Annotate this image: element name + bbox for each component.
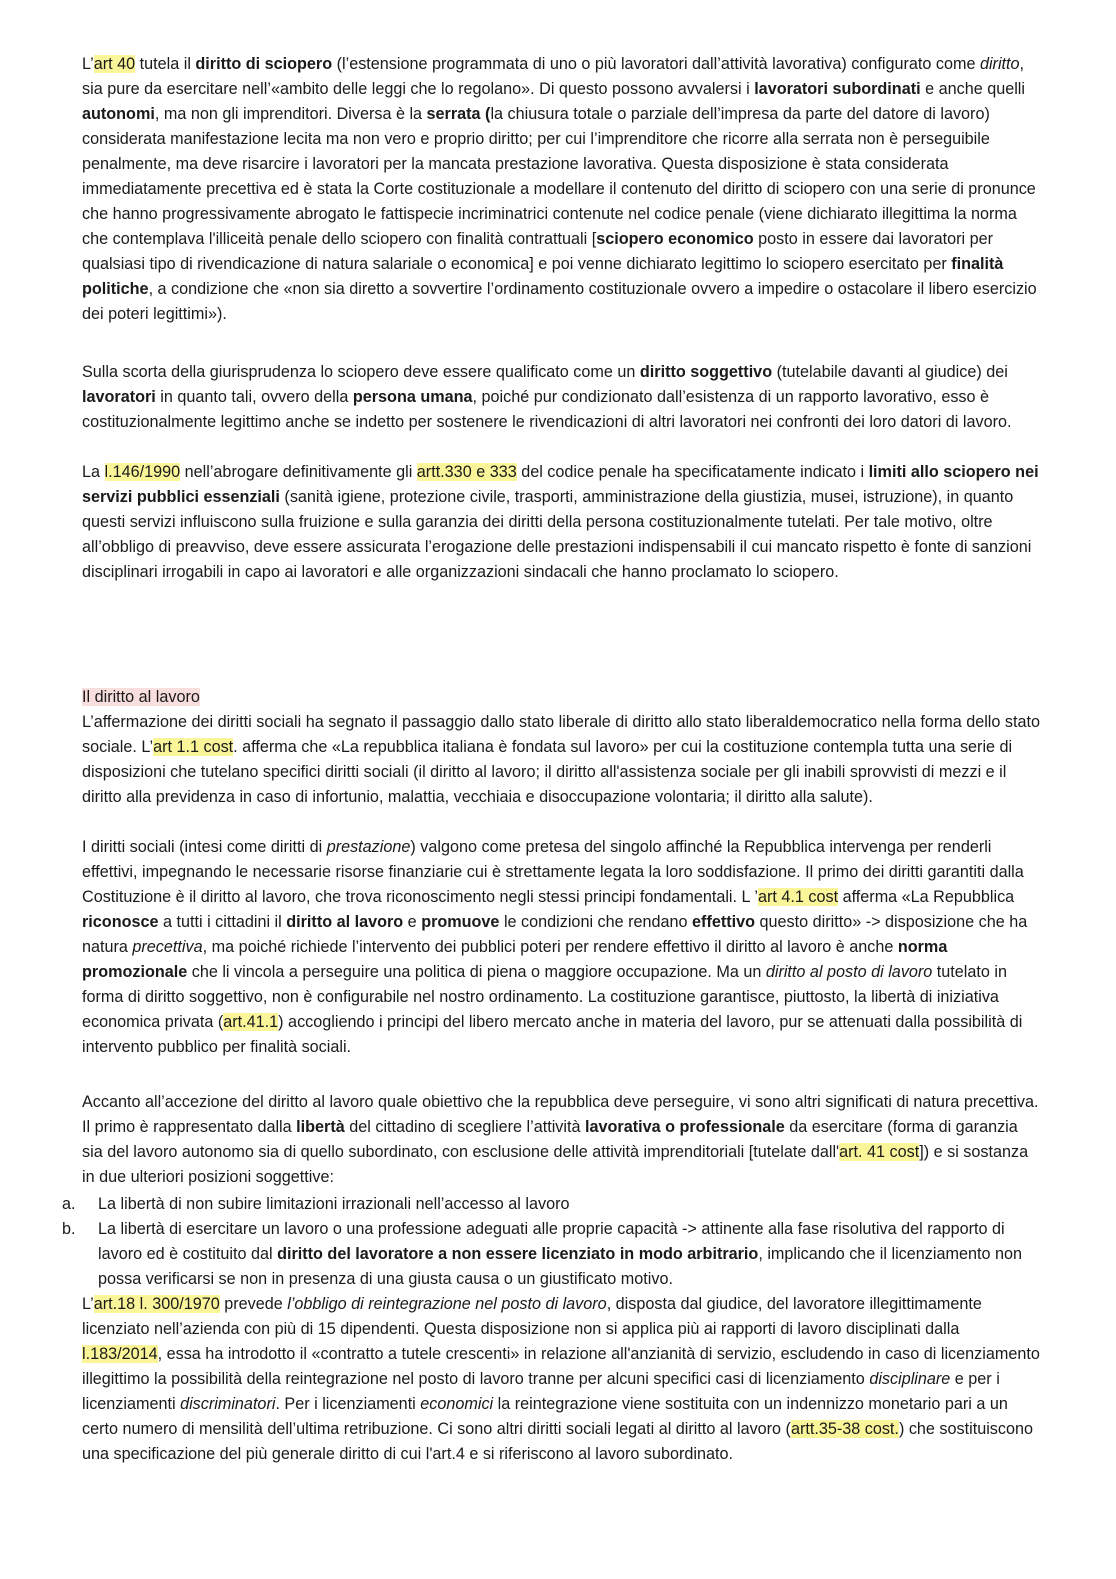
- ref-l-146-1990: l.146/1990: [104, 463, 181, 481]
- list-marker: b.: [62, 1220, 76, 1238]
- paragraph-prestazione: I diritti sociali (intesi come diritti di prestazione) valgono come pretesa del singolo affinché la Repubblica intervenga per renderli effettivi, impegnando le necessarie risorse finanziarie cui è strettamente legata la loro soddisfazione. Il primo dei diritti garantiti dalla Costituzione è il diritto al lavoro, che trova riconoscimento negli stessi principi fondamentali. L ’art 4.1 cost afferma «La Repubblica riconosce a tutti i cittadini il diritto al lavoro e promuove le condizioni che rendano effettivo questo diritto» -> disposizione che ha natura precettiva, ma poiché richiede l’intervento dei pubblici poteri per rendere effettivo il diritto al lavoro è anche norma promozionale che li vincola a perseguire una politica di piena o maggiore occupazione. Ma un diritto al posto di lavoro tutelato in forma di diritto soggettivo, non è configurabile nel nostro ordinamento. La costituzione garantisce, piuttosto, la libertà di iniziativa economica privata (art.41.1) accogliendo i principi del libero mercato anche in materia del lavoro, pur se attenuati dalla possibilità di intervento pubblico per finalità sociali.: [82, 838, 1028, 1056]
- ref-art-1-1-cost: art 1.1 cost: [153, 738, 234, 756]
- ref-art-41-cost: art. 41 cost: [839, 1143, 920, 1161]
- ref-artt-35-38: artt.35-38 cost.: [790, 1420, 899, 1438]
- ref-art-40: art 40: [93, 55, 136, 73]
- ref-l-183-2014: l.183/2014: [82, 1345, 158, 1363]
- section-heading: [82, 685, 1042, 710]
- heading-diritto-al-lavoro: Il diritto al lavoro: [82, 688, 200, 706]
- paragraph-diritti-sociali: L’affermazione dei diritti sociali ha segnato il passaggio dallo stato liberale di diritto allo stato liberaldemocratico nella forma dello stato sociale. L’art 1.1 cost. afferma che «La repubblica italiana è fondata sul lavoro» per cui la costituzione contempla tutta una serie di disposizioni che tutelano specifici diritti sociali (il diritto al lavoro; il diritto all'assistenza sociale per gli inabili sprovvisti di mezzi e il diritto alla previdenza in caso di infortunio, malattia, vecchiaia e disoccupazione volontaria; il diritto alla salute).: [82, 713, 1040, 806]
- ref-art-4-1-cost: art 4.1 cost: [758, 888, 839, 906]
- ref-art-18: art.18 l. 300/1970: [93, 1295, 220, 1313]
- paragraph-sciopero: L’art 40 tutela il diritto di sciopero (l’estensione programmata di uno o più lavoratori dall’attività lavorativa) configurato come diritto, sia pure da esercitare nell’«ambito delle leggi che lo regolano». Di questo possono avvalersi i lavoratori subordinati e anche quelli autonomi, ma non gli imprenditori. Diversa è la serrata (la chiusura totale o parziale dell’impresa da parte del datore di lavoro) considerata manifestazione lecita ma non vero e proprio diritto; per cui l’imprenditore che ricorre alla serrata non è perseguibile penalmente, ma deve risarcire i lavoratori per la mancata prestazione lavorativa. Questa disposizione è stata considerata immediatamente precettiva ed è stata la Corte costituzionale a modellare il contenuto del diritto di sciopero con una serie di pronunce che hanno progressivamente abrogato le fattispecie incriminatrici contenute nel codice penale (viene dichiarato illegittima la norma che contemplava l'illiceità penale dello sciopero con finalità contrattuali [sciopero economico posto in essere dai lavoratori per qualsiasi tipo di rivendicazione di natura salariale o economica] e poi venne dichiarato legittimo lo sciopero esercitato per finalità politiche, a condizione che «non sia diretto a sovvertire l’ordinamento costituzionale ovvero a impedire o ostacolare il libero esercizio dei poteri legittimi»).: [82, 55, 1037, 323]
- paragraph-reintegrazione: L’art.18 l. 300/1970 prevede l’obbligo di reintegrazione nel posto di lavoro, disposta dal giudice, del lavoratore illegittimamente licenziato nell’azienda con più di 15 dipendenti. Questa disposizione non si applica più ai rapporti di lavoro disciplinati dalla l.183/2014, essa ha introdotto il «contratto a tutele crescenti» in relazione all'anzianità di servizio, escludendo in caso di licenziamento illegittimo la possibilità della reintegrazione nel posto di lavoro tranne per alcuni specifici casi di licenziamento disciplinare e per i licenziamenti discriminatori. Per i licenziamenti economici la reintegrazione viene sostituita con un indennizzo monetario pari a un certo numero di mensilità dell’ultima retribuzione. Ci sono altri diritti sociali legati al diritto al lavoro (artt.35-38 cost.) che sostituiscono una specificazione del più generale diritto di cui l'art.4 e si riferiscono al lavoro subordinato.: [82, 1295, 1040, 1463]
- paragraph-liberta: Accanto all’accezione del diritto al lavoro quale obiettivo che la repubblica deve perseguire, vi sono altri significati di natura precettiva. Il primo è rappresentato dalla libertà del cittadino di scegliere l’attività lavorativa o professionale da esercitare (forma di garanzia sia del lavoro autonomo sia di quello subordinato, con esclusione delle attività imprenditoriali [tutelate dall'art. 41 cost]) e si sostanza in due ulteriori posizioni soggettive:: [82, 1093, 1039, 1186]
- list-item: b. La libertà di esercitare un lavoro o una professione adeguati alle proprie capacità -> attinente alla fase risolutiva del rapporto di lavoro ed è costituito dal diritto del lavoratore a non essere licenziato in modo arbitrario, implicando che il licenziamento non possa verificarsi se non in presenza di una giusta causa o un giustificato motivo.: [82, 1217, 1042, 1292]
- list-item: a. La libertà di non subire limitazioni irrazionali nell’accesso al lavoro: [82, 1192, 1042, 1217]
- paragraph-diritto-soggettivo: Sulla scorta della giurisprudenza lo sciopero deve essere qualificato come un diritto soggettivo (tutelabile davanti al giudice) dei lavoratori in quanto tali, ovvero della persona umana, poiché pur condizionato dall’esistenza di un rapporto lavorativo, esso è costituzionalmente legittimo anche se indetto per sostenere le rivendicazioni di altri lavoratori nei confronti dei loro datori di lavoro.: [82, 363, 1012, 431]
- ref-artt-330-333: artt.330 e 333: [416, 463, 517, 481]
- list-marker: a.: [62, 1195, 76, 1213]
- paragraph-servizi-essenziali: La l.146/1990 nell’abrogare definitivamente gli artt.330 e 333 del codice penale ha specificatamente indicato i limiti allo sciopero nei servizi pubblici essenziali (sanità igiene, protezione civile, trasporti, amministrazione della giustizia, musei, istruzione), in quanto questi servizi influiscono sulla fruizione e sulla garanzia dei diritti della persona costituzionalmente tutelati. Per tale motivo, oltre all’obbligo di preavviso, deve essere assicurata l’erogazione delle prestazioni indispensabili il cui mancato rispetto è fonte di sanzioni disciplinari irrogabili in capo ai lavoratori e alle organizzazioni sindacali che hanno proclamato lo sciopero.: [82, 463, 1039, 581]
- ref-art-41-1: art.41.1: [223, 1013, 279, 1031]
